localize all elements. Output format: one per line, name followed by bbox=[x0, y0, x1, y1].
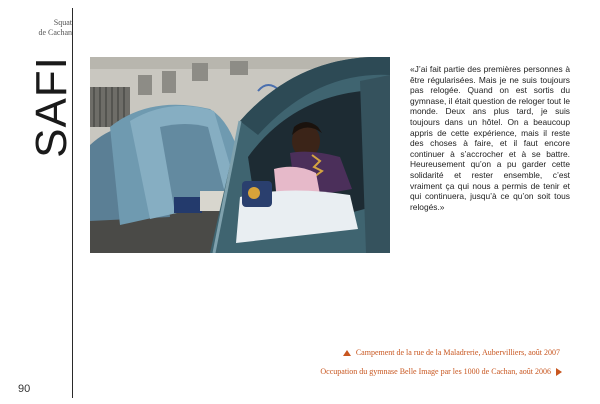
section-label bbox=[20, 18, 72, 38]
caption-up bbox=[343, 348, 560, 357]
triangle-up-icon bbox=[343, 350, 351, 356]
testimony-quote: «J’ai fait partie des premières personnes à être régularisées. Mais je ne suis toujours pas relogée. Quand on est sortis du gymnase, il était question de reloger tout le monde. Deux ans plus tard, je suis toujours dans un hôtel. On a beaucoup appris de cette expérience, mais il reste des choses à faire, et il faut encore continuer à s’accrocher et à se battre. Heureusement qu’on a pu garder cette solidarité et rester ensemble, c’est vraiment ça qui nous a permis de tenir et qui continuera, jusqu’à ce qu’on soit tous relogés.» bbox=[410, 64, 570, 212]
triangle-right-icon bbox=[556, 368, 562, 376]
caption-up-text: Campement de la rue de la Maladrerie, Aubervilliers, août 2007 bbox=[355, 348, 560, 357]
section-label-line1: Squat bbox=[53, 18, 72, 27]
page-number: 90 bbox=[18, 383, 31, 395]
side-title bbox=[27, 52, 76, 162]
caption-next-text: Occupation du gymnase Belle Image par les 1000 de Cachan, août 2006 bbox=[320, 367, 551, 376]
photo-tent-camp bbox=[90, 57, 390, 253]
caption-next bbox=[320, 367, 562, 376]
section-label-line2: de Cachan bbox=[38, 28, 72, 37]
side-title-text: SAFI bbox=[27, 56, 76, 158]
